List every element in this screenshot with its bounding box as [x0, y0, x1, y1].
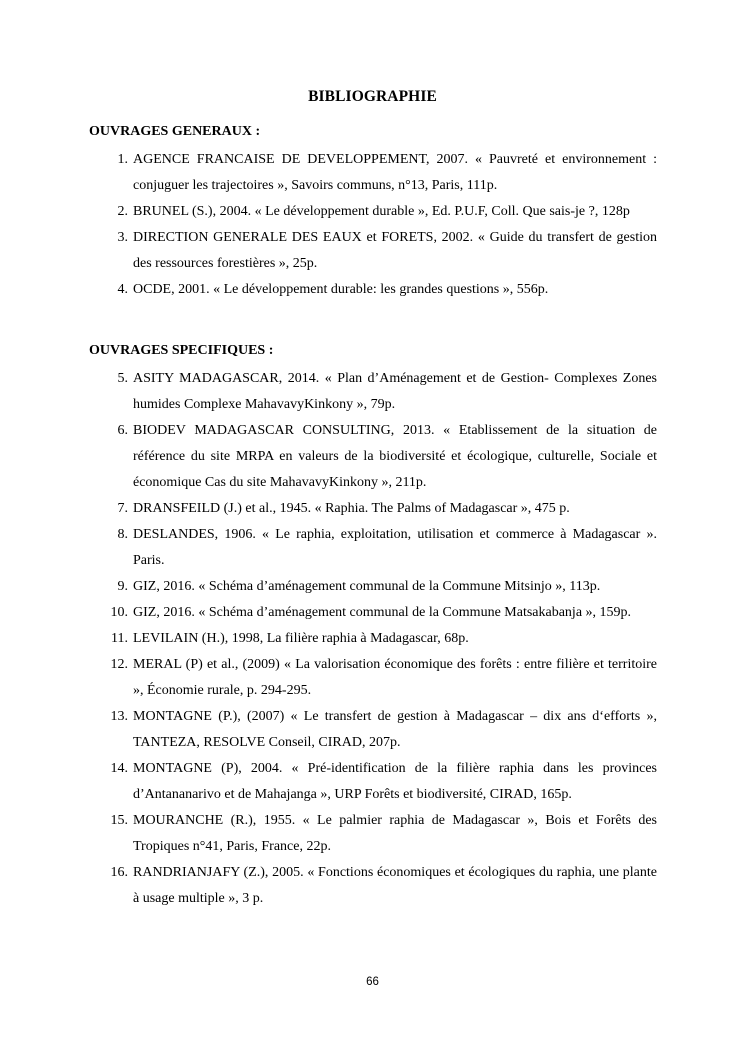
- entry-text: LEVILAIN (H.), 1998, La filière raphia à Madagascar, 68p.: [133, 631, 469, 646]
- entry-text: DIRECTION GENERALE DES EAUX et FORETS, 2002. « Guide du transfert de gestion des ressources forestières », 25p.: [133, 230, 657, 271]
- entry-text: OCDE, 2001. « Le développement durable: les grandes questions », 556p.: [133, 282, 549, 297]
- entry-number: 16.: [110, 865, 128, 880]
- bibliography-entry: [89, 808, 657, 860]
- bibliography-entry: [89, 418, 657, 496]
- bibliography-entry: [89, 147, 657, 199]
- entry-number: 11.: [111, 631, 128, 646]
- page-number: 66: [366, 976, 379, 988]
- bibliography-entry: [89, 600, 657, 626]
- page-title: BIBLIOGRAPHIE: [308, 88, 437, 105]
- entry-number: 13.: [110, 709, 128, 724]
- entry-text: DESLANDES, 1906. « Le raphia, exploitation, utilisation et commerce à Madagascar ». Paris.: [133, 527, 657, 568]
- entry-text: AGENCE FRANCAISE DE DEVELOPPEMENT, 2007. « Pauvreté et environnement : conjuguer les trajectoires », Savoirs communs, n°13, Paris, 111p.: [133, 152, 657, 193]
- entry-number: 14.: [110, 761, 128, 776]
- entry-number: 8.: [117, 527, 128, 542]
- section-heading-specific: OUVRAGES SPECIFIQUES :: [89, 343, 274, 358]
- bibliography-entry: [89, 199, 657, 225]
- entry-text: GIZ, 2016. « Schéma d’aménagement communal de la Commune Mitsinjo », 113p.: [133, 579, 601, 594]
- bibliography-entry: [89, 652, 657, 704]
- entry-number: 12.: [110, 657, 128, 672]
- entry-number: 7.: [117, 501, 128, 516]
- entry-text: ASITY MADAGASCAR, 2014. « Plan d’Aménagement et de Gestion- Complexes Zones humides Complexe MahavavyKinkony », 79p.: [133, 371, 657, 412]
- bibliography-entry: [89, 366, 657, 418]
- entry-text: MONTAGNE (P), 2004. « Pré-identification de la filière raphia dans les provinces d’Antananarivo et de Mahajanga », URP Forêts et biodiversité, CIRAD, 165p.: [133, 761, 657, 802]
- section-heading-general: OUVRAGES GENERAUX :: [89, 124, 261, 139]
- entry-text: GIZ, 2016. « Schéma d’aménagement communal de la Commune Matsakabanja », 159p.: [133, 605, 632, 620]
- entry-text: DRANSFEILD (J.) et al., 1945. « Raphia. The Palms of Madagascar », 475 p.: [133, 501, 570, 516]
- entry-number: 2.: [117, 204, 128, 219]
- bibliography-entry: [89, 496, 657, 522]
- entry-text: MERAL (P) et al., (2009) « La valorisation économique des forêts : entre filière et territoire », Économie rurale, p. 294-295.: [133, 657, 657, 698]
- entry-number: 10.: [110, 605, 128, 620]
- bibliography-entry: [89, 860, 657, 912]
- entry-text: BRUNEL (S.), 2004. « Le développement durable », Ed. P.U.F, Coll. Que sais-je ?, 128p: [133, 204, 630, 219]
- bibliography-list-specific: [89, 366, 657, 912]
- entry-number: 9.: [117, 579, 128, 594]
- bibliography-entry: [89, 277, 657, 303]
- entry-text: RANDRIANJAFY (Z.), 2005. « Fonctions économiques et écologiques du raphia, une plante à usage multiple », 3 p.: [133, 865, 657, 906]
- entry-number: 1.: [117, 152, 128, 167]
- bibliography-entry: [89, 522, 657, 574]
- entry-number: 3.: [117, 230, 128, 245]
- bibliography-list-general: [89, 147, 657, 303]
- entry-number: 15.: [110, 813, 128, 828]
- bibliography-entry: [89, 756, 657, 808]
- entry-number: 5.: [117, 371, 128, 386]
- entry-number: 4.: [117, 282, 128, 297]
- entry-text: MONTAGNE (P.), (2007) « Le transfert de gestion à Madagascar – dix ans d‘efforts », TANTEZA, RESOLVE Conseil, CIRAD, 207p.: [133, 709, 657, 750]
- entry-number: 6.: [117, 423, 128, 438]
- bibliography-entry: [89, 574, 657, 600]
- bibliography-entry: [89, 225, 657, 277]
- bibliography-entry: [89, 704, 657, 756]
- bibliography-entry: [89, 626, 657, 652]
- entry-text: MOURANCHE (R.), 1955. « Le palmier raphia de Madagascar », Bois et Forêts des Tropiques n°41, Paris, France, 22p.: [133, 813, 657, 854]
- entry-text: BIODEV MADAGASCAR CONSULTING, 2013. « Etablissement de la situation de référence du site MRPA en valeurs de la biodiversité et écologique, culturelle, Sociale et économique Cas du site MahavavyKinkony », 211p.: [133, 423, 657, 490]
